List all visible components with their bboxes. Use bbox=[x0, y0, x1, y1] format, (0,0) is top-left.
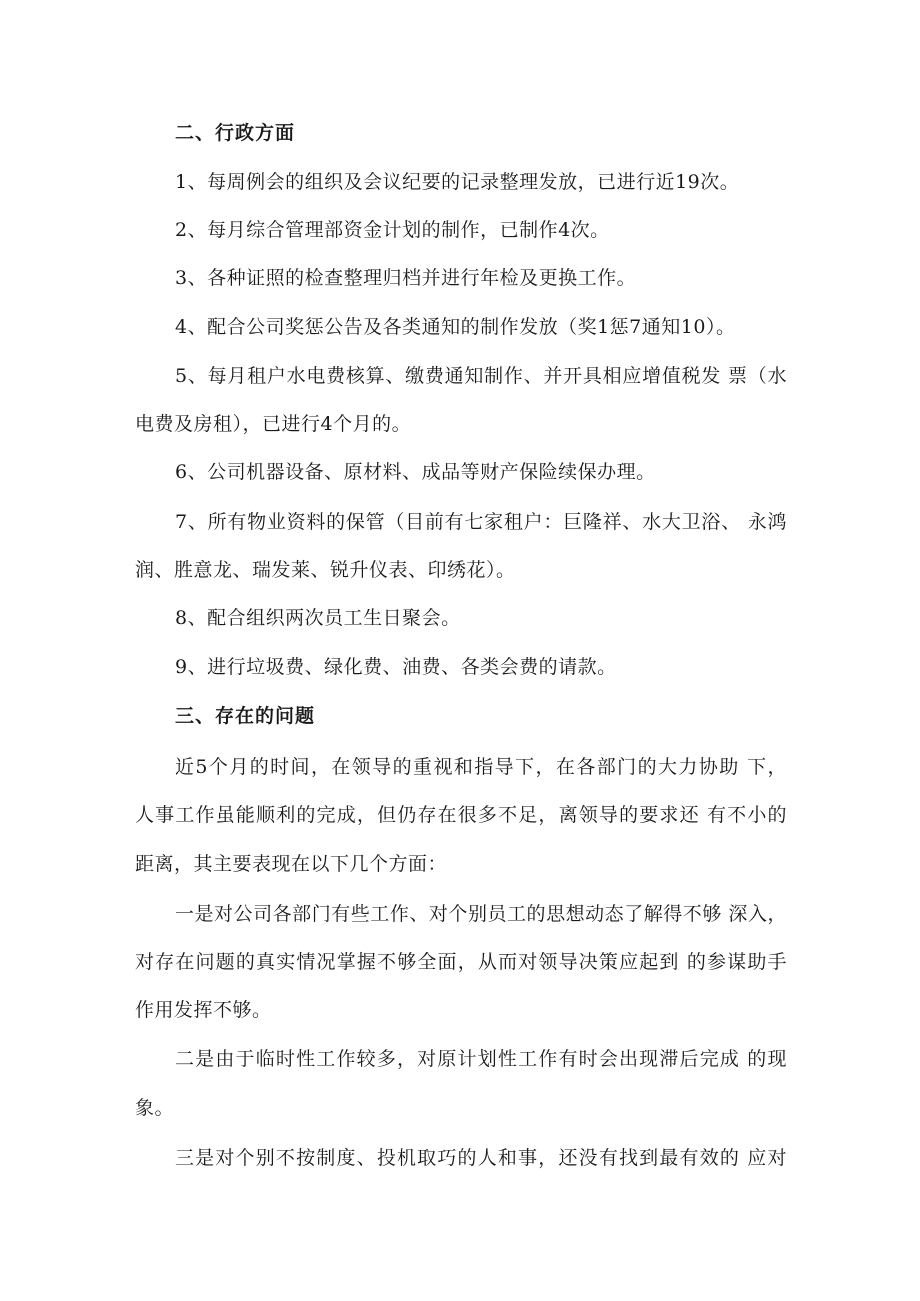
list-item-6: 6、公司机器设备、原材料、成品等财产保险续保办理。 bbox=[175, 461, 656, 483]
paragraph-intro-line-1: 近5个月的时间，在领导的重视和指导下，在各部门的大力协助 下， bbox=[175, 756, 787, 778]
list-item-4: 4、配合公司奖惩公告及各类通知的制作发放（奖1惩7通知10）。 bbox=[175, 316, 736, 338]
list-item-1: 1、每周例会的组织及会议纪要的记录整理发放，已进行近19次。 bbox=[175, 171, 740, 193]
list-item-7-line-1: 7、所有物业资料的保管（目前有七家租户：巨隆祥、水大卫浴、 永鸿 bbox=[175, 511, 787, 533]
list-item-5-line-2: 电费及房租），已进行4个月的。 bbox=[135, 413, 412, 435]
list-item-5-line-1: 5、每月租户水电费核算、缴费通知制作、并开具相应增值税发 票（水 bbox=[175, 365, 787, 387]
section-heading-administration: 二、行政方面 bbox=[175, 122, 296, 144]
list-item-3: 3、各种证照的检查整理归档并进行年检及更换工作。 bbox=[175, 267, 637, 289]
list-item-9: 9、进行垃圾费、绿化费、油费、各类会费的请款。 bbox=[175, 656, 617, 678]
paragraph-second-line-2: 象。 bbox=[135, 1097, 175, 1119]
section-heading-problems: 三、存在的问题 bbox=[175, 705, 316, 727]
paragraph-third-line-1: 三是对个别不按制度、投机取巧的人和事，还没有找到最有效的 应对 bbox=[175, 1147, 787, 1169]
list-item-8: 8、配合组织两次员工生日聚会。 bbox=[175, 607, 461, 629]
list-item-7-line-2: 润、胜意龙、瑞发莱、锐升仪表、印绣花）。 bbox=[135, 559, 516, 581]
paragraph-first-line-1: 一是对公司各部门有些工作、对个别员工的思想动态了解得不够 深入， bbox=[175, 903, 787, 925]
paragraph-first-line-3: 作用发挥不够。 bbox=[135, 999, 272, 1021]
paragraph-intro-line-3: 距离，其主要表现在以下几个方面： bbox=[135, 853, 448, 875]
list-item-2: 2、每月综合管理部资金计划的制作，已制作4次。 bbox=[175, 219, 610, 241]
paragraph-first-line-2: 对存在问题的真实情况掌握不够全面，从而对领导决策应起到 的参谋助手 bbox=[135, 951, 787, 973]
paragraph-second-line-1: 二是由于临时性工作较多，对原计划性工作有时会出现滞后完成 的现 bbox=[175, 1048, 787, 1070]
paragraph-intro-line-2: 人事工作虽能顺利的完成，但仍存在很多不足，离领导的要求还 有不小的 bbox=[135, 804, 787, 826]
